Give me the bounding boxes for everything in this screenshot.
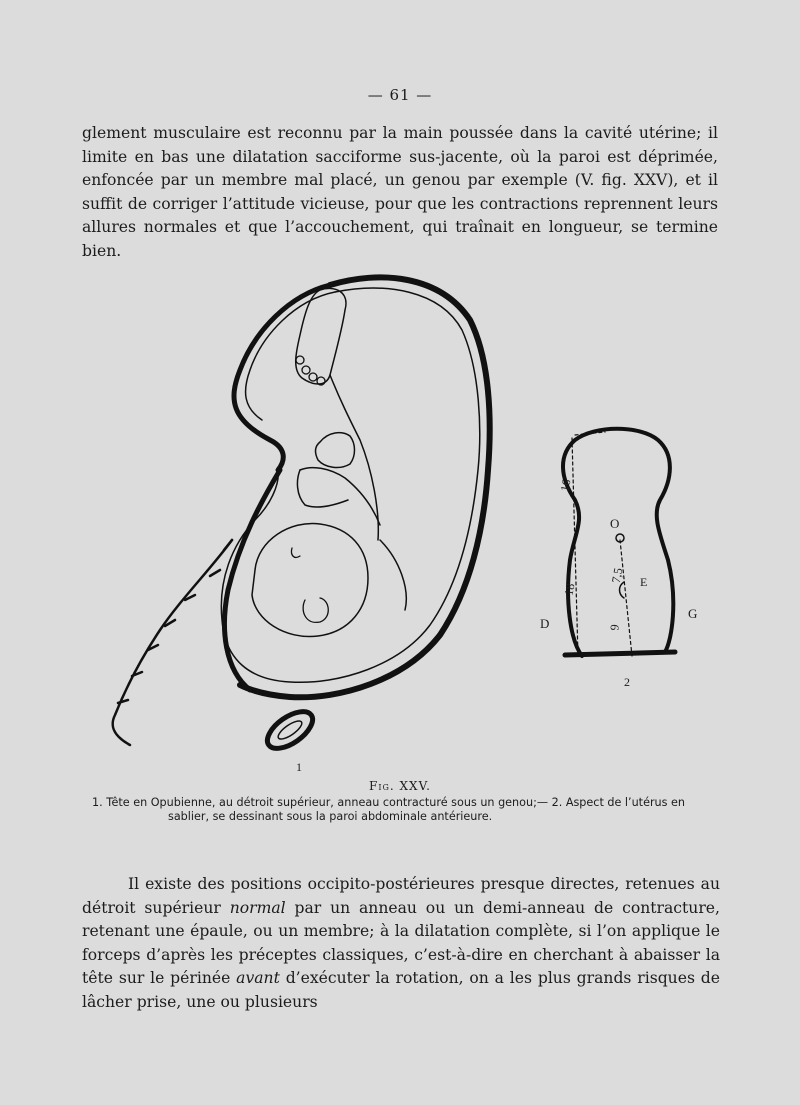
foot [296, 288, 346, 384]
pubis [261, 704, 319, 755]
body-paragraph-1: glement musculaire est reconnu par la main poussée dans la cavité utérine; il limite en bas une dilatation sacciforme sus-jacente, où la paroi est déprimée, enfoncée par un membre mal placé, un genou par exemple (V. fig. XXV), et il suffit de corriger l’attitude vicieuse, pour que les contractions reprennent leurs allures normales et que l’accouchement, qui traînait en longueur, se termine bien. [82, 124, 718, 260]
abdominal-wall [113, 540, 232, 745]
body-paragraph-2 [82, 873, 720, 1015]
caption-line-2: sablier, se dessinant sous la paroi abdominale antérieure. [168, 810, 493, 823]
letter-d: D [540, 616, 550, 631]
hourglass-uterus [563, 429, 673, 656]
measure-16: 16 [557, 478, 574, 493]
para2-italic-avant: avant [236, 969, 280, 988]
hand [316, 433, 355, 468]
figure-caption [92, 796, 724, 824]
page-number: — 61 — [367, 86, 433, 104]
para2-text-b: par un anneau ou un demi-anneau de contracture, retenant une épaule, ou un membre; à la dilatation complète, si l’on applique le forceps d’après les préceptes classiques, c’est-à-dire en cherchant à abaisser la tête sur le périnée [82, 898, 720, 988]
letter-o: O [610, 516, 620, 531]
letter-g: G [688, 606, 698, 621]
para2-text-c: d’exécuter la rotation, on a les plus grands risques de lâcher prise, une ou plusieurs [82, 969, 720, 1011]
measure-9: 9 [607, 623, 622, 632]
figure-label-2: 2 [624, 675, 630, 689]
para2-text-a: Il existe des positions occipito-postérieures presque directes, retenues au détroit supérieur [82, 875, 720, 917]
figure-caption-title: Fig. XXV. [369, 779, 431, 793]
caption-line-1: 1. Tête en Opubienne, au détroit supérieur, anneau contracturé sous un genou;— 2. Aspect de l’utérus en [92, 796, 685, 809]
fetal-head [252, 523, 368, 636]
uterus-wall [240, 277, 490, 697]
contraction-ring [224, 470, 280, 690]
measure-7-5: 7,5 [608, 566, 626, 585]
para2-italic-normal: normal [229, 898, 286, 917]
letter-e: E [640, 575, 648, 589]
measure-18: 18 [561, 582, 578, 597]
figure-label-1: 1 [296, 760, 302, 774]
